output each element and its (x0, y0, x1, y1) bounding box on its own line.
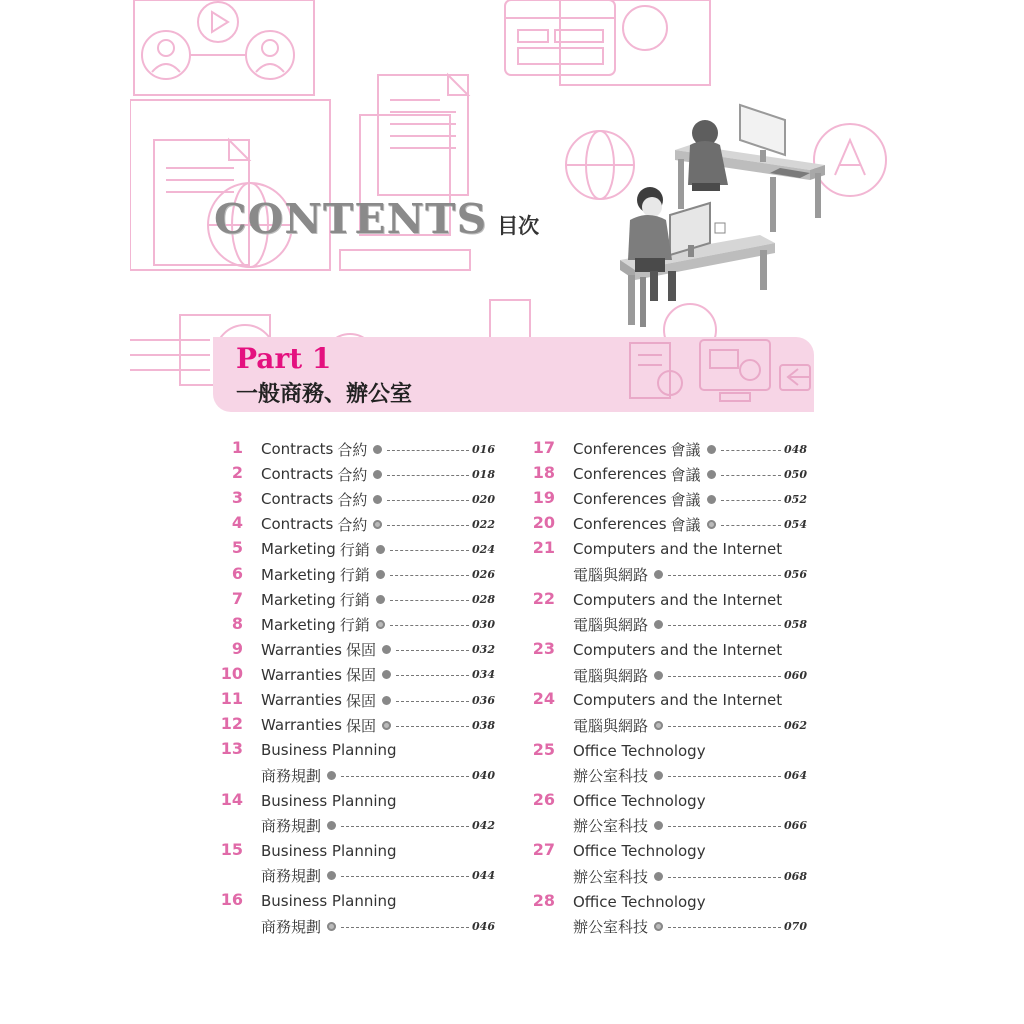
toc-entry-title: Computers and the Internet (573, 641, 783, 659)
toc-entry-line (573, 488, 807, 510)
toc-entry-title: Conferences (573, 490, 667, 509)
toc-entry-title: Office Technology (573, 892, 706, 911)
toc-entry[interactable] (215, 838, 495, 888)
toc-entry[interactable] (215, 737, 495, 787)
audio-dot-icon (654, 671, 663, 680)
audio-dot-icon (654, 570, 663, 579)
toc-entry-page: 018 (472, 467, 495, 481)
toc-entry[interactable] (215, 436, 495, 461)
toc-entry-page: 024 (472, 542, 495, 556)
dotted-leader (396, 675, 469, 676)
audio-dot-icon (654, 872, 663, 881)
dotted-leader (721, 475, 781, 476)
toc-entry-line (261, 890, 495, 912)
toc-entry-page: 028 (472, 593, 495, 607)
toc-entry-line-2 (261, 865, 495, 887)
audio-dot-icon (707, 470, 716, 479)
toc-entry-cjk: 商務規劃 (261, 766, 322, 785)
toc-entry-line (261, 664, 495, 686)
dotted-leader (721, 525, 781, 526)
toc-entry[interactable] (215, 687, 495, 712)
toc-entry-cjk: 電腦與網路 (573, 616, 649, 635)
toc-entry-title: Contracts (261, 440, 334, 458)
toc-entry-cjk: 商務規劃 (261, 867, 322, 886)
toc-entry[interactable] (215, 536, 495, 561)
audio-dot-icon (654, 821, 663, 830)
toc-entry-cjk: 合約 (337, 465, 368, 484)
toc-entry-number: 22 (532, 588, 555, 608)
part-number: Part 1 (236, 342, 332, 375)
audio-ring-icon (327, 922, 336, 931)
toc-entry-cjk: 保固 (345, 691, 376, 710)
dotted-leader (396, 701, 469, 702)
toc-entry-number: 10 (220, 663, 243, 683)
toc-entry-line-2 (573, 765, 807, 787)
toc-entry-line (261, 639, 495, 661)
audio-dot-icon (382, 696, 391, 705)
audio-dot-icon (327, 871, 336, 880)
audio-ring-icon (373, 520, 382, 529)
toc-entry-page: 026 (472, 568, 495, 581)
toc-entry[interactable] (527, 511, 807, 536)
dotted-leader (390, 625, 469, 626)
toc-entry-line (261, 488, 495, 510)
toc-entry[interactable] (527, 889, 807, 939)
dotted-leader (341, 876, 469, 877)
toc-entry-title: Contracts (261, 490, 334, 509)
dotted-leader (387, 525, 469, 526)
dotted-leader (341, 826, 469, 827)
toc-entry[interactable] (527, 788, 807, 838)
dotted-leader (668, 877, 781, 878)
toc-entry[interactable] (527, 838, 807, 888)
toc-entry-title: Business Planning (261, 741, 397, 760)
toc-entry-line (261, 840, 495, 862)
toc-entry-title: Business Planning (261, 841, 397, 860)
toc-entry-line (261, 589, 495, 611)
toc-entry-title: Office Technology (573, 791, 706, 810)
toc-entry-title: Marketing (261, 565, 336, 584)
toc-entry-page: 016 (472, 442, 495, 456)
audio-dot-icon (376, 570, 385, 579)
toc-entry-line-2 (261, 764, 495, 786)
audio-dot-icon (373, 470, 382, 479)
toc-entry-number: 26 (532, 789, 555, 809)
toc-entry-line (573, 689, 807, 711)
toc-entry-title: Computers and the Internet (573, 540, 783, 559)
toc-entry-page: 064 (784, 769, 807, 783)
dotted-leader (668, 927, 781, 928)
dotted-leader (668, 625, 781, 626)
toc-entry[interactable] (215, 662, 495, 687)
toc-entry-cjk: 商務規劃 (261, 917, 322, 936)
dotted-leader (668, 776, 781, 777)
toc-entry-number: 13 (220, 739, 243, 759)
audio-ring-icon (707, 520, 716, 529)
toc-entry-line-2 (573, 714, 807, 736)
toc-entry-cjk: 辦公室科技 (573, 867, 649, 886)
toc-entry-page: 030 (472, 618, 495, 632)
toc-entry-page: 058 (784, 618, 807, 632)
toc-entry-page: 052 (784, 492, 807, 506)
toc-entry-line-2 (261, 915, 495, 937)
banner-line-art (600, 325, 820, 415)
dotted-leader (387, 450, 469, 451)
audio-dot-icon (327, 771, 336, 780)
toc-entry-line (261, 614, 495, 636)
toc-entry-cjk: 電腦與網路 (573, 565, 649, 584)
toc-entry-title: Conferences (573, 515, 667, 534)
toc-entry-number: 25 (532, 739, 555, 759)
toc-entry-page: 042 (472, 819, 495, 832)
toc-entry-title: Warranties (261, 640, 342, 659)
toc-entry[interactable] (527, 536, 807, 586)
toc-entry-title: Computers and the Internet (573, 691, 783, 710)
toc-entry-page: 038 (472, 718, 495, 732)
toc-entry-page: 032 (472, 643, 495, 657)
toc-entry-title: Warranties (261, 691, 342, 709)
audio-dot-icon (327, 821, 336, 830)
toc-entry-number: 5 (231, 538, 243, 558)
office-workers-illustration (610, 95, 850, 335)
toc-entry-number: 27 (532, 840, 555, 860)
toc-entry-number: 1 (231, 438, 243, 457)
toc-entry-cjk: 辦公室科技 (573, 767, 649, 786)
toc-entry-line (573, 589, 807, 611)
toc-entry[interactable] (215, 562, 495, 587)
audio-dot-icon (373, 445, 382, 454)
audio-dot-icon (707, 445, 716, 454)
toc-entry-title: Contracts (261, 465, 334, 484)
toc-entry-line (261, 714, 495, 736)
toc-entry-cjk: 辦公室科技 (573, 817, 649, 836)
dotted-leader (668, 575, 781, 576)
toc-entry-line-2 (261, 815, 495, 837)
toc-entry-title: Business Planning (261, 892, 397, 911)
toc-entry[interactable] (527, 486, 807, 511)
toc-entry-number: 20 (532, 513, 555, 533)
audio-dot-icon (382, 645, 391, 654)
toc-entry-page: 046 (472, 919, 495, 933)
dotted-leader (390, 575, 469, 576)
toc-entry-line (261, 538, 495, 560)
toc-entry-number: 19 (532, 488, 555, 508)
toc-entry-line (573, 513, 807, 535)
dotted-leader (396, 650, 469, 651)
toc-entry-title: Conferences (573, 440, 667, 458)
audio-dot-icon (382, 670, 391, 679)
toc-entry[interactable] (215, 511, 495, 536)
dotted-leader (668, 726, 781, 727)
audio-ring-icon (382, 721, 391, 730)
toc-entry-title: Computers and the Internet (573, 590, 783, 609)
toc-entry-title: Business Planning (261, 791, 397, 810)
toc-entry-page: 062 (784, 718, 807, 732)
toc-entry-line (261, 790, 495, 812)
toc-entry-line (261, 564, 495, 586)
audio-dot-icon (654, 771, 663, 780)
toc-entry-cjk: 合約 (337, 515, 368, 534)
toc-entry[interactable] (527, 587, 807, 637)
dotted-leader (390, 600, 469, 601)
toc-entry-number: 17 (532, 438, 555, 457)
toc-entry-line (261, 739, 495, 761)
toc-entry-page: 048 (784, 442, 807, 456)
toc-entry-page: 056 (784, 567, 807, 581)
toc-entry-number: 3 (231, 488, 243, 508)
dotted-leader (668, 826, 781, 827)
toc-entry-number: 9 (231, 638, 243, 658)
toc-entry-cjk: 行銷 (339, 591, 370, 610)
toc-entry-cjk: 保固 (345, 716, 376, 735)
toc-entry-line-2 (573, 916, 807, 938)
toc-entry-number: 18 (532, 463, 555, 483)
toc-entry-cjk: 電腦與網路 (573, 666, 649, 685)
toc-entry-cjk: 保固 (345, 666, 376, 685)
toc-entry-line (261, 463, 495, 485)
toc-entry-title: Warranties (261, 665, 342, 684)
toc-entry-number: 7 (231, 588, 243, 608)
toc-entry-number: 6 (231, 563, 243, 583)
toc-entry-line (573, 790, 807, 812)
toc-entry[interactable] (215, 486, 495, 511)
toc-entry-page: 050 (784, 467, 807, 481)
title-cjk: 目次 (497, 214, 540, 238)
toc-entry-page: 068 (784, 869, 807, 883)
toc-entry-line-2 (573, 865, 807, 887)
toc-entry-cjk: 合約 (337, 440, 368, 459)
toc-entry-cjk: 電腦與網路 (573, 716, 649, 735)
toc-entry-number: 4 (231, 513, 243, 533)
dotted-leader (721, 450, 781, 451)
toc-entry-number: 28 (532, 890, 555, 910)
toc-entry-line (573, 840, 807, 862)
dotted-leader (341, 927, 469, 928)
audio-ring-icon (654, 721, 663, 730)
toc-entry-title: Marketing (261, 590, 336, 609)
audio-ring-icon (376, 620, 385, 629)
toc-entry-line (573, 538, 807, 560)
toc-entry[interactable] (215, 712, 495, 737)
toc-entry-number: 11 (220, 689, 243, 708)
toc-entry-title: Warranties (261, 716, 342, 735)
toc-entry-cjk: 合約 (337, 490, 368, 509)
toc-entry-number: 8 (231, 613, 243, 633)
toc-entry-title: Marketing (261, 615, 336, 634)
audio-dot-icon (376, 595, 385, 604)
toc-entry-title: Marketing (261, 540, 336, 559)
toc-entry-number: 15 (220, 839, 243, 859)
toc-entry-cjk: 會議 (670, 515, 701, 534)
toc-entry-page: 054 (784, 517, 807, 531)
dotted-leader (390, 550, 469, 551)
toc-entry[interactable] (215, 788, 495, 838)
toc-entry-number: 16 (220, 890, 243, 910)
toc-entry-line-2 (573, 563, 807, 585)
toc-entry-cjk: 商務規劃 (261, 817, 322, 835)
toc-entry-line (573, 639, 807, 661)
dotted-leader (387, 475, 469, 476)
dotted-leader (396, 726, 469, 727)
audio-dot-icon (707, 495, 716, 504)
toc-entry[interactable] (527, 637, 807, 687)
toc-entry-page: 040 (472, 768, 495, 782)
toc-entry-title: Contracts (261, 515, 334, 534)
toc-entry-line (573, 740, 807, 762)
toc-entry-cjk: 行銷 (339, 616, 370, 635)
toc-entry[interactable] (215, 637, 495, 662)
toc-entry[interactable] (215, 587, 495, 612)
toc-entry-title: Office Technology (573, 741, 706, 760)
toc-entry-line (573, 891, 807, 913)
page-title (214, 195, 539, 255)
audio-dot-icon (373, 495, 382, 504)
dotted-leader (721, 500, 781, 501)
toc-entry-line (573, 438, 807, 460)
toc-entry[interactable] (215, 461, 495, 486)
toc-entry-cjk: 行銷 (339, 566, 370, 584)
toc-entry[interactable] (527, 461, 807, 486)
toc-entry-number: 2 (231, 463, 243, 483)
toc-entry-page: 060 (784, 668, 807, 682)
toc-entry-cjk: 會議 (670, 440, 701, 459)
toc-entry[interactable] (215, 888, 495, 938)
toc-entry-line-2 (573, 815, 807, 837)
part-subtitle: 一般商務、辦公室 (236, 382, 413, 407)
audio-ring-icon (654, 922, 663, 931)
toc-entry-line (261, 438, 495, 460)
toc-entry[interactable] (527, 436, 807, 461)
audio-dot-icon (654, 620, 663, 629)
title-word: CONTENTS (214, 195, 488, 243)
toc-entry-number: 12 (220, 714, 243, 734)
toc-entry-number: 14 (220, 789, 243, 809)
toc-entry-cjk: 行銷 (339, 540, 370, 559)
dotted-leader (387, 500, 469, 501)
toc-entry-line (573, 463, 807, 485)
toc-entry-page: 036 (472, 693, 495, 707)
toc-entry-number: 24 (532, 689, 555, 709)
toc-entry[interactable] (527, 687, 807, 737)
dotted-leader (341, 776, 469, 777)
toc-entry-number: 23 (532, 639, 555, 658)
toc-entry-line-2 (573, 614, 807, 636)
dotted-leader (668, 676, 781, 677)
toc-entry-cjk: 辦公室科技 (573, 918, 649, 936)
toc-entry-cjk: 會議 (670, 465, 701, 484)
toc-entry-cjk: 保固 (345, 641, 376, 660)
toc-entry-page: 044 (472, 869, 495, 883)
toc-entry-cjk: 會議 (670, 490, 701, 509)
toc-entry[interactable] (215, 612, 495, 637)
toc-entry-line (261, 513, 495, 535)
toc-entry-title: Conferences (573, 465, 667, 484)
toc-entry-number: 21 (532, 538, 555, 558)
toc-entry-page: 034 (472, 668, 495, 682)
audio-dot-icon (376, 545, 385, 554)
toc-entry-page: 020 (472, 492, 495, 506)
toc-entry-line-2 (573, 664, 807, 686)
toc-entry-page: 066 (784, 819, 807, 833)
toc-entry-title: Office Technology (573, 842, 706, 861)
toc-entry[interactable] (527, 738, 807, 788)
toc-entry-page: 070 (784, 920, 807, 933)
toc-entry-line (261, 689, 495, 711)
toc-entry-page: 022 (472, 517, 495, 531)
